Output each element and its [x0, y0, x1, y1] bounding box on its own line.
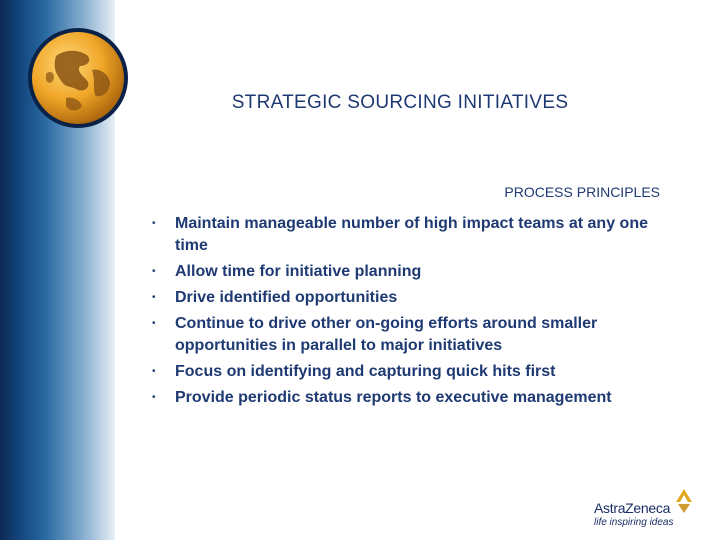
bullet-text: Maintain manageable number of high impact teams at any one time	[175, 215, 648, 254]
astrazeneca-logo	[594, 488, 704, 532]
astrazeneca-logo-icon	[672, 488, 696, 514]
bullet-item	[150, 261, 670, 283]
bullet-list	[150, 213, 670, 413]
bullet-marker: •	[152, 318, 156, 329]
bullet-item	[150, 213, 670, 257]
bullet-text: Continue to drive other on-going efforts around smaller opportunities in parallel to major initiatives	[175, 315, 598, 354]
logo-tagline: life inspiring ideas	[594, 517, 674, 528]
bullet-marker: •	[152, 218, 156, 229]
bullet-item	[150, 361, 670, 383]
globe-icon	[26, 26, 130, 130]
bullet-marker: •	[152, 266, 156, 277]
section-subtitle: PROCESS PRINCIPLES	[504, 184, 660, 200]
bullet-text: Provide periodic status reports to executive management	[175, 389, 612, 406]
bullet-marker: •	[152, 366, 156, 377]
slide-title: STRATEGIC SOURCING INITIATIVES	[231, 92, 569, 113]
bullet-text: Drive identified opportunities	[175, 289, 398, 306]
bullet-item	[150, 313, 670, 357]
bullet-text: Focus on identifying and capturing quick hits first	[175, 363, 556, 380]
logo-wordmark: AstraZeneca	[594, 500, 671, 516]
bullet-marker: •	[152, 292, 156, 303]
bullet-item	[150, 387, 670, 409]
bullet-item	[150, 287, 670, 309]
bullet-marker: •	[152, 392, 156, 403]
bullet-text: Allow time for initiative planning	[175, 263, 422, 280]
